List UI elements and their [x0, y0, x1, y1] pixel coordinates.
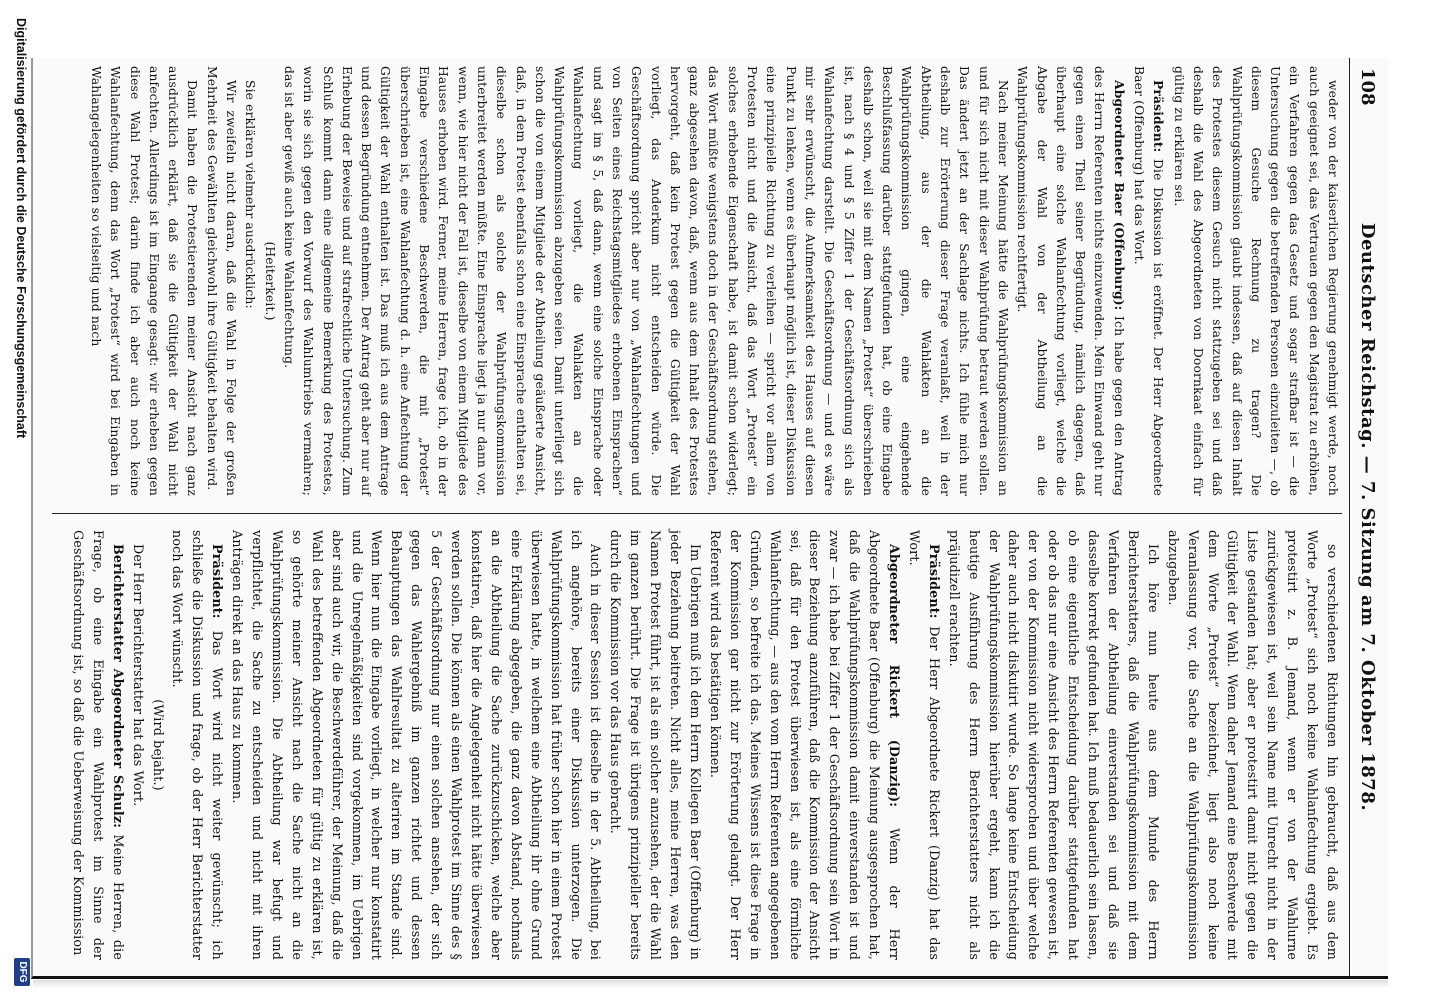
- speech-paragraph: [705, 530, 904, 960]
- speech-text: Das Wort wird nicht weiter gewünscht; ich schließe die Diskussion und frage, ob der Herr Berichterstatter noch das Wort wünscht.: [170, 530, 226, 960]
- running-head: Deutscher Reichstag. — 7. Sitzung am 7. Oktober 1878.: [1357, 222, 1378, 812]
- speaker-name: Präsident:: [1151, 80, 1167, 153]
- text-paragraph: Im Uebrigen muß ich dem Herrn Kollegen Baer (Offenburg) in jeder Beziehung beitreten. Nicht alles, meine Herren, was den Namen Protest führt, ist als ein solcher anzusehen, der die Wahl im ganzen berührt. Die Frage ist übrigens prinzipieller bereits durch die Kommission vor das Haus gebracht.: [608, 530, 703, 960]
- speech-paragraph: [1012, 66, 1129, 496]
- speech-text: Der Herr Abgeordnete Rickert (Danzig) hat das Wort.: [906, 530, 942, 960]
- speaker-name: Präsident:: [210, 544, 226, 619]
- text-paragraph: Damit haben die Protestierenden meiner Ansicht nach ganz ausdrücklich erklärt, daß sie die Gültigkeit der Wahl nicht anfechten. Allerdings ist im Eingange gesagt: wir erheben gegen diese Wahl Protest; darin finde ich aber auch noch keine Wahlanfechtung, denn das Wort „Protest“ wird bei Eingaben in Wahlangelegenheiten so vielseitig und nach: [89, 66, 200, 496]
- column-divider: [52, 513, 1342, 514]
- scan-edge: [33, 980, 1388, 988]
- right-column: [58, 530, 1342, 960]
- speech-text: Ich habe gegen den Antrag des Herrn Referenten nichts einzuwenden. Mein Einwand geht nur gegen einen Theil seiner Begründung, nämlich dagegen, daß überhaupt eine solche Wahlanfechtung vorliegt, welche die Abgabe der Wahl von der Abtheilung an die Wahlprüfungskommission rechtfertigt.: [1015, 66, 1126, 497]
- text-paragraph: so verschiedenen Richtungen hin gebraucht, daß aus dem Worte „Protest“ sich noch keine Wahlanfechtung ergiebt. Es protestirt z. B. Jemand, wenn er von der Wahlurne zurückgewiesen ist, weil sein Name mit Unrecht nicht in der Liste gestanden hat; aber er protestirt damit nicht gegen die Gültigkeit der Wahl. Wenn daher Jemand eine Beschwerde mit dem Worte „Protest“ bezeichnet, liegt also noch keine Veranlassung vor, die Sache an die Wahlprüfungskommission abzugeben.: [1165, 530, 1340, 960]
- speech-text: Meine Herren, die Frage, ob eine Eingabe ein Wahlprotest im Sinne der Geschäftsordnung ist, so daß die Ueberweisung der Kommission: [70, 530, 126, 960]
- stage-note: (Heiterkeit.): [262, 241, 277, 321]
- speaker-name: Abgeordneter Baer (Offenburg):: [1111, 80, 1127, 311]
- left-column: [58, 66, 1342, 496]
- speaker-name: Berichterstatter Abgeordneter Schulz:: [110, 544, 126, 829]
- digitization-footer: [9, 0, 31, 1000]
- digitization-notice: Digitalisierung gefördert durch die Deutsche Forschungsgemeinschaft: [14, 18, 28, 439]
- dfg-logo: DFG: [14, 958, 30, 986]
- text-paragraph: Sie erklären vielmehr ausdrücklich:: [243, 80, 258, 309]
- speaker-name: Abgeordneter Rickert (Danzig):: [887, 544, 903, 808]
- speech-paragraph: [904, 530, 944, 960]
- text-paragraph: Wir zweifeln nicht daran, daß die Wahl in Folge der großen Mehrheit des Gewählten gleichwohl ihre Gültigkeit behalten wird.: [204, 66, 239, 496]
- text-paragraph: Ich höre nun heute aus dem Munde des Herrn Berichterstatters, daß die Wahlprüfungskommission mit dem Verfahren der Abtheilung einverstanden sei und daß sie dasselbe korrekt gefunden hat. Ich muß bedauerlich sein lassen, ob eine eigentliche Entscheidung darüber stattgefunden hat oder ob das nur eine Ansicht des Herrn Referenten gewesen ist, der von der Kommission nicht widersprochen und über welche daher auch nicht diskutirt wurde. So lange keine Entscheidung der Wahlprüfungskommission hierüber ergeht, kann ich die heutige Ausführung des Herrn Berichterstatters nicht als präjudizell erachten.: [946, 530, 1161, 960]
- speaker-name: Präsident:: [926, 544, 942, 619]
- newspaper-scan: [31, 58, 1388, 979]
- text-paragraph: weder von der kaiserlichen Regierung genehmigt werde, noch auch geeignet sei, das Vertrauen gegen den Magistrat zu erhöhen, ein Verfahren gegen das Gesetz und sogar strafbar ist — die Untersuchung gegen die betreffenden Personen einzuleiten —, ob diesem Gesuche Rechnung zu tragen? Die Wahlprüfungskommission glaubt indessen, daß auf diesen Inhalt des Protestes diesem Gesuch nicht stattzugeben sei und daß deshalb die Wahl des Abgeordneten von Doornkaat einfach für gültig zu erklären sei.: [1171, 66, 1340, 496]
- speech-text: Wenn der Herr Abgeordnete Baer (Offenburg) die Meinung ausgesprochen hat, daß die Wahlprüfungskommission damit einverstanden ist und zwar — ich habe bei Ziffer 1 der Geschäftsordnung sein Wort in dieser Beziehung anzuführen, daß die Kommission der Ansicht sei, daß für den Protest überwiesen ist, als eine förmliche Wahlanfechtung, — aus den vom Herrn Referenten angegebenen Gründen, so befreite ich das. Meines Wissens ist diese Frage in der Kommission gar nicht zur Erörterung gelangt. Der Herr Referent wird das bestätigen können.: [707, 530, 903, 960]
- page-number: 108: [1357, 68, 1378, 106]
- text-paragraph: Nach meiner Meinung hätte die Wahlprüfungskommission an und für sich nicht mit dieser Wahlprüfung betraut werden sollen. Das ändert jetzt an der Sachlage nichts. Ich fühle mich nur deshalb zur Erörterung dieser Frage veranlaßt, weil in der Abtheilung, aus der die Wahlakten an die Wahlprüfungskommission gingen, eine eingehende Beschlußfassung darüber stattgefunden hat, ob eine Eingabe deshalb schon, weil sie mit dem Namen „Protest“ überschrieben ist, nach § 4 und § 5 Ziffer 1 der Geschäftsordnung sich als Wahlanfechtung darstellt. Die Geschäftsordnung — und es wäre mir sehr erwünscht, die Aufmerksamkeit des Hauses auf diesen Punkt zu lenken, wenn es überhaupt möglich ist, dieser Diskussion eine prinzipielle Richtung zu verleihen — spricht vor allem von Protesten nicht und die Ansicht, daß das Wort „Protest“ ein solches erhebende Eigenschaft habe, ist damit schon widerlegt; das Wort müßte wenigstens doch in der Geschäftsordnung stehen, ganz abgesehen davon, daß, wenn aus dem Inhalt des Protestes hervorgeht, daß kein Protest gegen die Gültigkeit der Wahl vorliegt, das Anderkum nicht entscheiden würde. Die Geschäftsordnung spricht aber nur von „Wahlanfechtungen und von Seiten eines Reichstagsmitgliedes erhobenen Einsprachen“ und sagt im § 5, daß dann, wenn eine solche Einsprache oder Wahlanfechtung vorliegt, die Wahlakten an die Wahlprüfungskommission abzugeben seien. Damit unterliegt sich schon die von einem Mitgliede der Abtheilung geäußerte Ansicht, daß, in dem Protest ebenfalls schon eine Einsprache enthalten sei, dieselbe schon als solche der Wahlprüfungskommission unterbreitet werden müßte. Eine Einsprache liegt ja nur dann vor, wenn, wie hier nicht der Fall ist, dieselbe von einem Mitgliede des Hauses erhoben wird. Ferner, meine Herren, frage ich, ob in der Eingabe verschiedene Beschwerden, die mit „Protest“ überschrieben ist, eine Wahlanfechtung d. h. eine Anfechtung der Gültigkeit der Wahl enthalten ist. Das muß ich aus dem Antrage und dessen Begründung entnehmen. Der Antrag geht aber nur auf Erhebung der Beweise und auf strafrechtliche Untersuchung. Zum Schluß kommt dann eine allgemeine Bemerkung des Protestes, worin sie sich gegen den Vorwurf des Wahlumtriebs vermahren; das ist aber gewiß auch keine Wahlanfechtung.: [281, 66, 1010, 496]
- stage-note: (Wird bejaht.): [150, 699, 166, 791]
- page-header: [1349, 58, 1380, 976]
- speech-text: Die Diskussion ist eröffnet. Der Herr Abgeordnete Baer (Offenburg) hat das Wort.: [1132, 66, 1166, 497]
- speech-paragraph: [68, 530, 128, 960]
- speech-paragraph: [168, 530, 228, 960]
- speech-paragraph: [1129, 66, 1169, 496]
- text-paragraph: Auch in dieser Session ist dieselbe in der 5. Abtheilung, bei ich angehöre, bereits einer Diskussion unterzogen. Die Wahlprüfungskommission hat früher schon hier in einem Protest überwiesen hatte, in welchem eine Abtheilung ihr ohne Grund eine Erklärung abgegeben, die ganz davon Abstand, nochmals an die Abtheilung die Sache zurückzuschicken, welche aber konstatiren, daß hier die Angelegenheit nicht hätte überwiesen werden sollen. Die können als einen Wahlprotest im Sinne des § 5 der Geschäftsordnung nur einen solchen ansehen, der sich gegen das Wahlergebniß im ganzen richtet und dessen Behauptungen das Wahlresultat zu alteriren im Stande sind. Wenn hier nun die Eingabe vorliegt, in welcher nur konstatirt und die Unregelmäßigkeiten sind vorgekommen, im Uebrigen aber sind auch wir, die Beschwerdeführer, der Meinung, daß die Wahl des betreffenden Abgeordneten für gültig zu erklären ist, so gehörte meiner Ansicht nach die Sache nicht an die Wahlprüfungskommission. Die Abtheilung war befugt und verpflichtet, die Sache zu entscheiden und nicht mit ihren Anträgen direkt an das Haus zu kommen.: [230, 530, 604, 960]
- text-paragraph: Der Herr Berichterstatter hat das Wort.: [130, 544, 146, 807]
